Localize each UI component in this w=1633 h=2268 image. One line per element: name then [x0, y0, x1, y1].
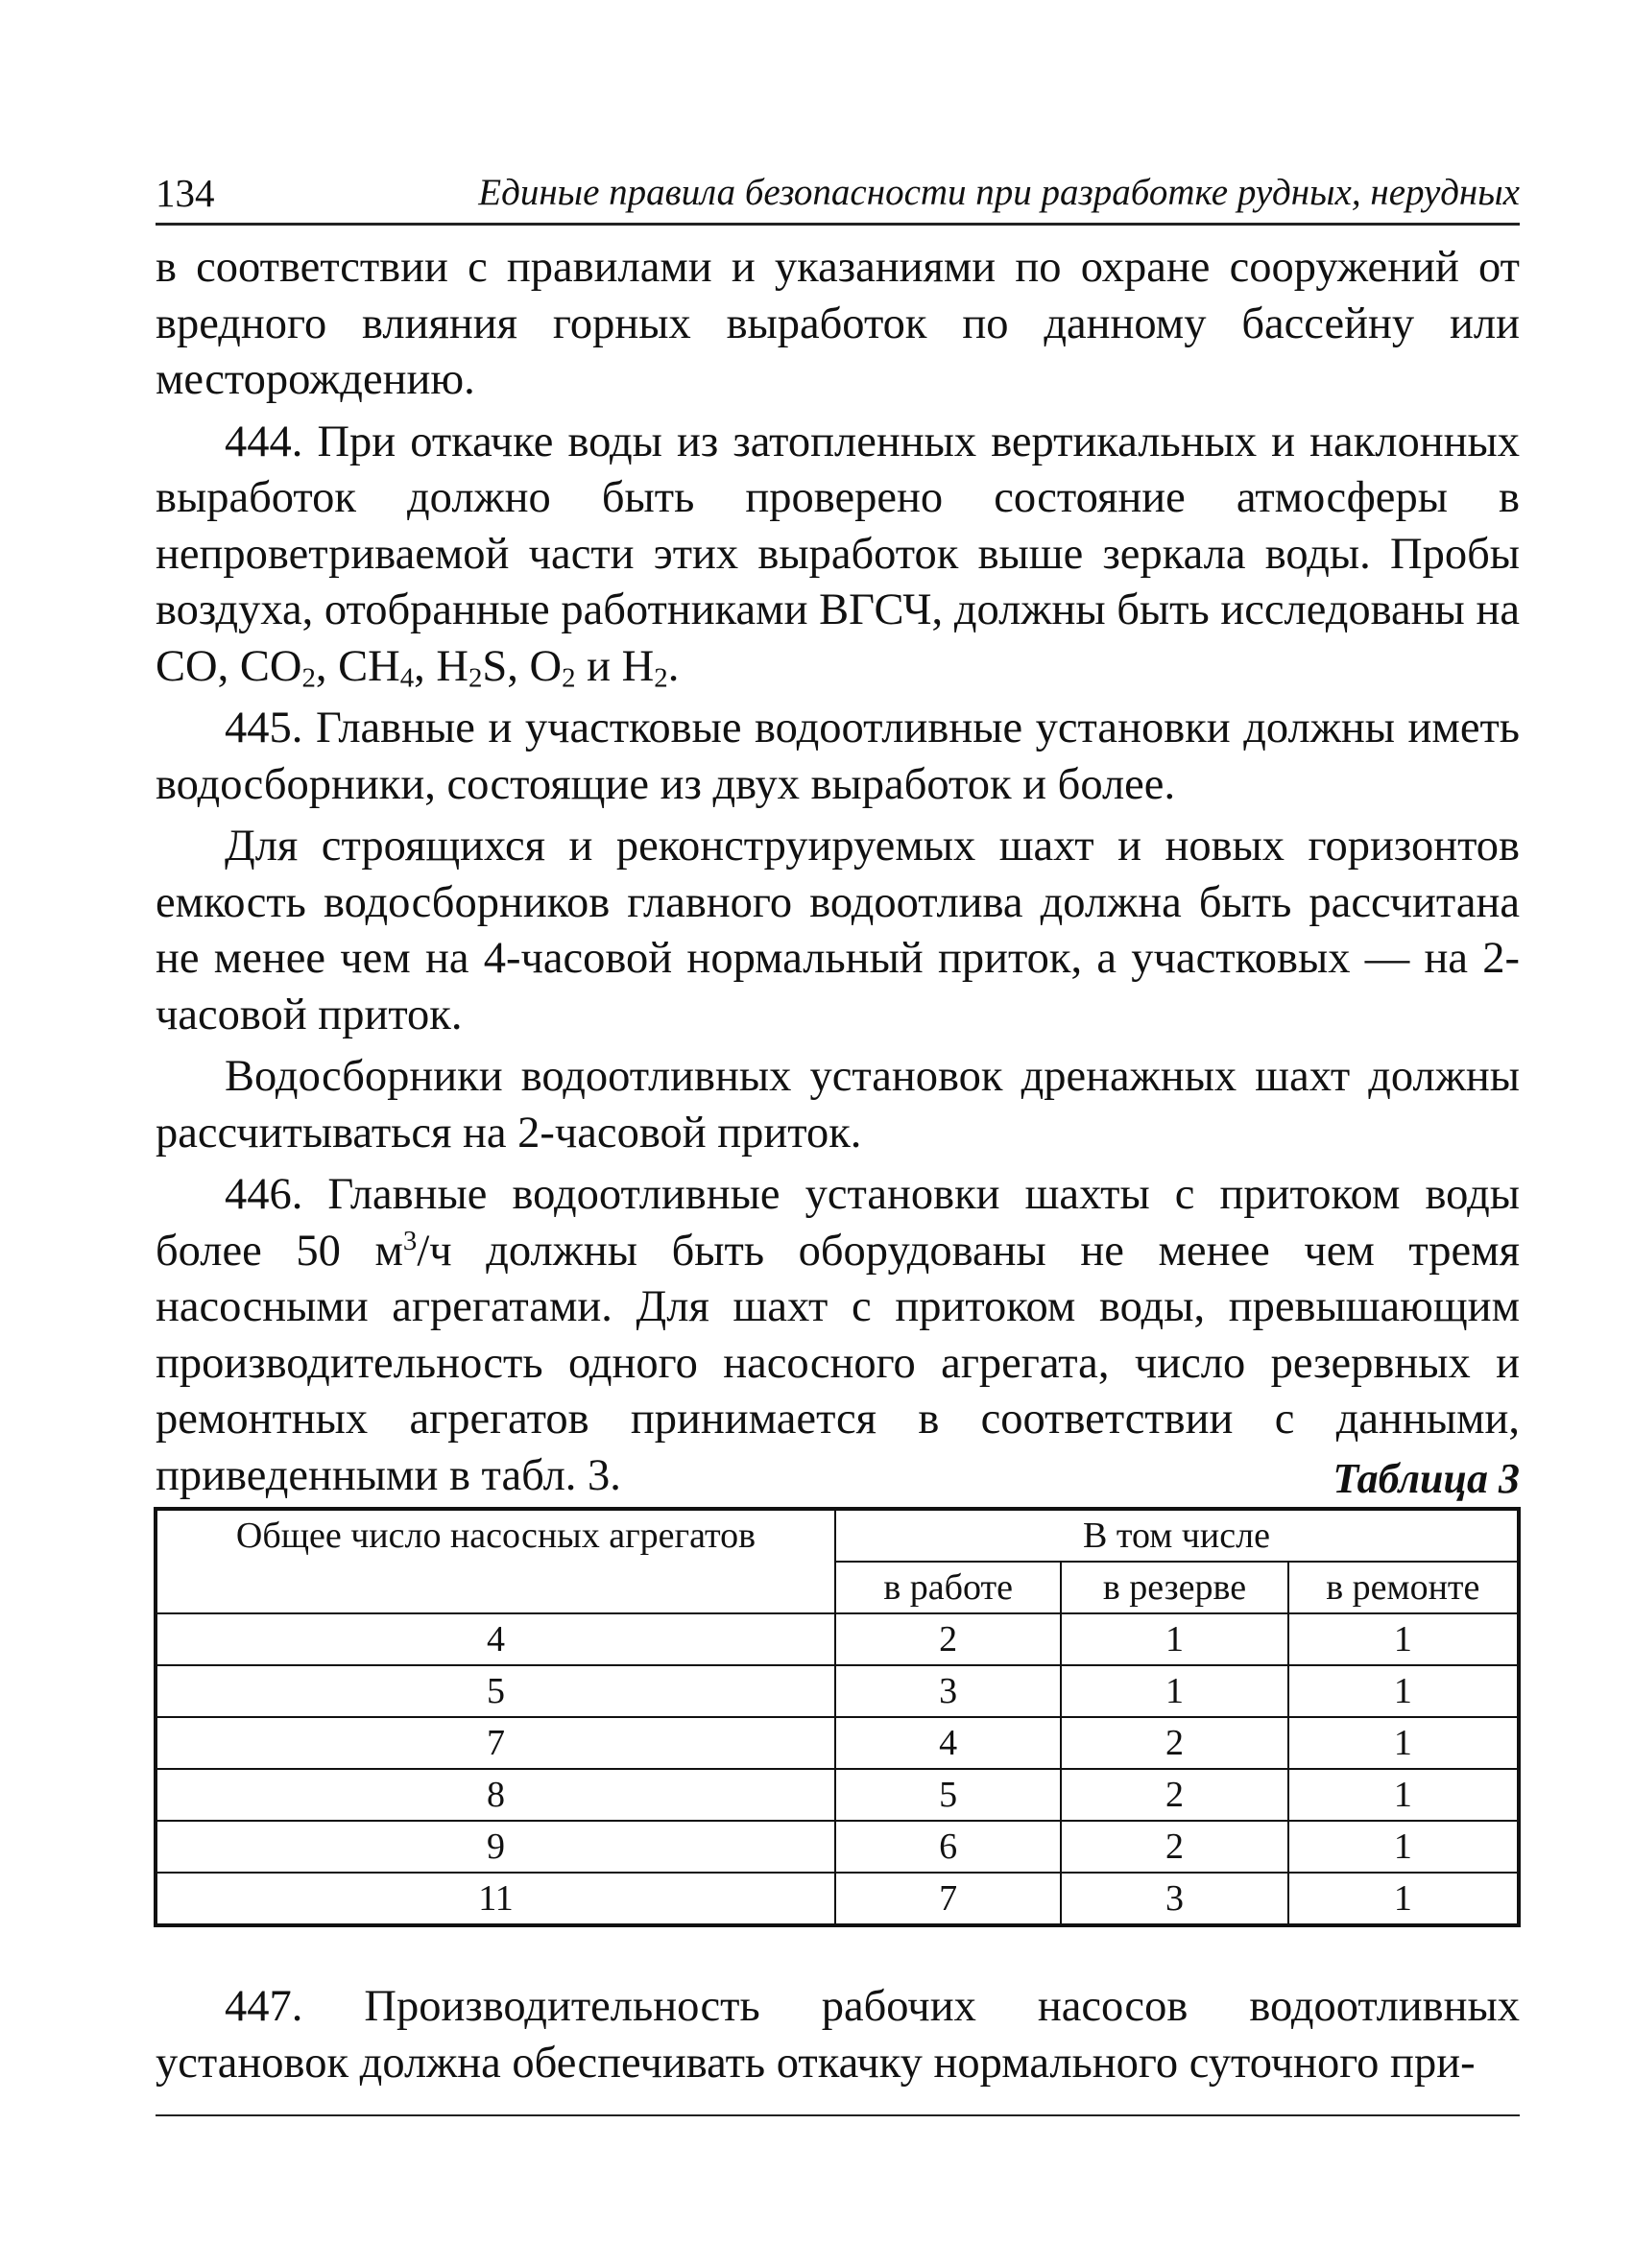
- header-in-reserve: в резерве: [1061, 1562, 1287, 1613]
- cell-total: 9: [156, 1821, 835, 1873]
- p444-sub-1: 2: [301, 661, 316, 693]
- p444-text-3: , H: [414, 641, 468, 691]
- p444-sub-5: 2: [654, 661, 668, 693]
- body-text-bottom: [156, 1979, 1520, 2091]
- footer-rule: [156, 2114, 1520, 2116]
- cell-operation: 5: [835, 1769, 1061, 1821]
- table-row: [156, 1873, 1519, 1925]
- page-header: [156, 165, 1520, 221]
- cell-repair: 1: [1288, 1717, 1519, 1769]
- cell-reserve: 2: [1061, 1717, 1287, 1769]
- header-rule: [156, 223, 1520, 226]
- cell-total: 8: [156, 1769, 835, 1821]
- cell-reserve: 3: [1061, 1873, 1287, 1925]
- cell-total: 11: [156, 1873, 835, 1925]
- cell-operation: 2: [835, 1613, 1061, 1665]
- paragraph-445-capacity: Для строящихся и реконструируемых шахт и новых горизонтов емкость водосборников главного водоотлива должна быть рассчитана не менее чем на 4-часовой нормальный приток, а участковых — на 2-часовой приток.: [156, 822, 1520, 1039]
- cell-repair: 1: [1288, 1873, 1519, 1925]
- cell-operation: 3: [835, 1665, 1061, 1717]
- cell-total: 7: [156, 1717, 835, 1769]
- table-row: [156, 1769, 1519, 1821]
- table-row: [156, 1717, 1519, 1769]
- p444-text-4: S, O: [482, 641, 563, 691]
- p446-text-2: /ч должны быть оборудованы не менее чем тремя насосными агрегатами. Для шахт с притоком воды, превышающим производительность одного насосного агрегата, число резервных и ремонтных агрегатов принимается в соответствии с данными, приведенными в табл. 3.: [156, 1226, 1520, 1500]
- p446-text: 446. Главные водоотливные установки шахты с притоком воды более 50 м: [156, 1170, 1520, 1276]
- cell-reserve: 2: [1061, 1821, 1287, 1873]
- header-total-units: Общее число насосных агрегатов: [156, 1509, 835, 1613]
- table-row: [156, 1821, 1519, 1873]
- paragraph-446: [156, 1167, 1520, 1504]
- page-number: 134: [156, 171, 215, 215]
- p446-sup: 3: [402, 1225, 418, 1256]
- header-including: В том числе: [835, 1509, 1519, 1562]
- cell-total: 5: [156, 1665, 835, 1717]
- p444-sub-3: 2: [468, 661, 483, 693]
- paragraph-445: 445. Главные и участковые водоотливные установки должны иметь водосборники, состоящие из двух выработок и более.: [156, 704, 1520, 809]
- header-in-operation: в работе: [835, 1562, 1061, 1613]
- cell-operation: 7: [835, 1873, 1061, 1925]
- p444-text-5: и H: [575, 641, 655, 691]
- running-title: Единые правила безопасности при разработке рудных, нерудных: [478, 172, 1520, 213]
- cell-reserve: 1: [1061, 1665, 1287, 1717]
- p444-text-2: , CH: [315, 641, 400, 691]
- cell-reserve: 2: [1061, 1769, 1287, 1821]
- table-caption: Таблица 3: [1333, 1455, 1520, 1502]
- cell-operation: 4: [835, 1717, 1061, 1769]
- p444-sub-2: 4: [399, 661, 415, 693]
- p444-sub-4: 2: [562, 661, 576, 693]
- body-text-top: [156, 240, 1520, 1504]
- p444-text: 444. При откачке воды из затопленных вертикальных и наклонных выработок должно быть проверено состояние атмосферы в непроветриваемой части этих выработок выше зеркала воды. Пробы воздуха, отобранные работниками ВГСЧ, должны быть исследованы на CO, CO: [156, 417, 1520, 691]
- table-row: [156, 1613, 1519, 1665]
- table-row: [156, 1665, 1519, 1717]
- paragraph-447: 447. Производительность рабочих насосов водоотливных установок должна обеспечивать откачку нормального суточного при-: [156, 1982, 1520, 2088]
- cell-operation: 6: [835, 1821, 1061, 1873]
- cell-total: 4: [156, 1613, 835, 1665]
- paragraph-continuation: в соответствии с правилами и указаниями по охране сооружений от вредного влияния горных выработок по данному бассейну или месторождению.: [156, 243, 1520, 404]
- paragraph-444: [156, 415, 1520, 696]
- p444-text-6: .: [667, 641, 680, 691]
- cell-repair: 1: [1288, 1769, 1519, 1821]
- cell-repair: 1: [1288, 1665, 1519, 1717]
- paragraph-445-drainage: Водосборники водоотливных установок дренажных шахт должны рассчитываться на 2-часовой приток.: [156, 1052, 1520, 1158]
- cell-repair: 1: [1288, 1613, 1519, 1665]
- pump-units-table: [154, 1507, 1521, 1927]
- header-in-repair: в ремонте: [1288, 1562, 1519, 1613]
- cell-reserve: 1: [1061, 1613, 1287, 1665]
- cell-repair: 1: [1288, 1821, 1519, 1873]
